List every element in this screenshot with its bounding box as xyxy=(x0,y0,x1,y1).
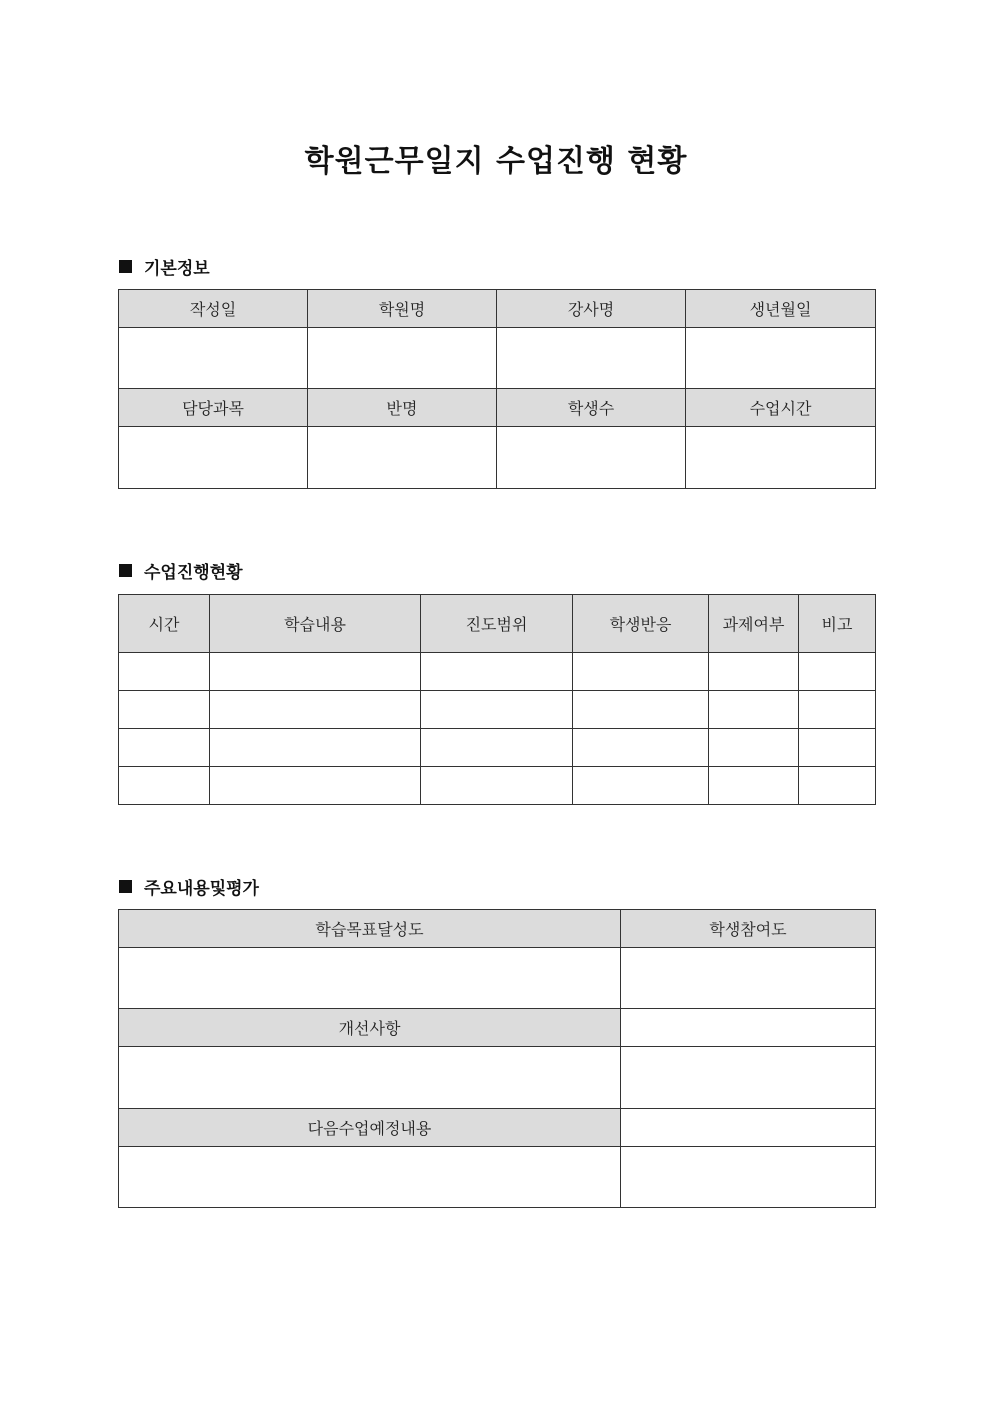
input-cell-class-time[interactable] xyxy=(686,427,876,489)
section-heading-label: 수업진행현황 xyxy=(144,563,243,583)
header-cell-homework: 과제여부 xyxy=(709,595,799,653)
table-row xyxy=(119,653,876,691)
input-cell-date[interactable] xyxy=(119,328,308,389)
input-cell[interactable] xyxy=(709,767,799,805)
input-cell[interactable] xyxy=(799,691,876,729)
header-cell-student-response: 학생반응 xyxy=(573,595,709,653)
header-cell-birthdate: 생년월일 xyxy=(686,290,876,328)
input-cell-participation-extra[interactable] xyxy=(621,1009,876,1047)
header-cell-subject: 담당과목 xyxy=(119,389,308,427)
basic-info-table xyxy=(118,289,876,489)
input-cell-next-class-plan[interactable] xyxy=(119,1147,621,1208)
input-cell[interactable] xyxy=(573,691,709,729)
header-cell-learning-content: 학습내용 xyxy=(210,595,421,653)
input-cell[interactable] xyxy=(421,767,573,805)
class-progress-table xyxy=(118,594,876,805)
input-cell-participation-extra[interactable] xyxy=(621,1047,876,1109)
input-cell[interactable] xyxy=(421,653,573,691)
input-cell[interactable] xyxy=(573,767,709,805)
input-cell[interactable] xyxy=(709,729,799,767)
header-cell-class-name: 반명 xyxy=(308,389,497,427)
input-cell[interactable] xyxy=(799,729,876,767)
header-cell-academy-name: 학원명 xyxy=(308,290,497,328)
header-cell-next-class-plan: 다음수업예정내용 xyxy=(119,1109,621,1147)
header-cell-time: 시간 xyxy=(119,595,210,653)
input-cell[interactable] xyxy=(119,767,210,805)
input-cell[interactable] xyxy=(119,729,210,767)
input-cell[interactable] xyxy=(119,691,210,729)
input-cell-participation-extra[interactable] xyxy=(621,1109,876,1147)
input-cell-birthdate[interactable] xyxy=(686,328,876,389)
input-cell[interactable] xyxy=(799,653,876,691)
input-cell[interactable] xyxy=(421,691,573,729)
table-row xyxy=(119,729,876,767)
header-cell-class-time: 수업시간 xyxy=(686,389,876,427)
input-cell[interactable] xyxy=(210,767,421,805)
input-cell-instructor-name[interactable] xyxy=(497,328,686,389)
header-cell-date: 작성일 xyxy=(119,290,308,328)
evaluation-table xyxy=(118,909,876,1208)
table-row xyxy=(119,691,876,729)
section-heading-class-progress xyxy=(119,558,243,583)
input-cell-student-participation[interactable] xyxy=(621,948,876,1009)
input-cell[interactable] xyxy=(709,653,799,691)
input-cell[interactable] xyxy=(421,729,573,767)
input-cell[interactable] xyxy=(210,691,421,729)
input-cell-subject[interactable] xyxy=(119,427,308,489)
table-row xyxy=(119,767,876,805)
input-cell-class-name[interactable] xyxy=(308,427,497,489)
input-cell[interactable] xyxy=(210,653,421,691)
header-cell-goal-achievement: 학습목표달성도 xyxy=(119,910,621,948)
square-bullet-icon xyxy=(119,880,132,893)
input-cell[interactable] xyxy=(573,729,709,767)
square-bullet-icon xyxy=(119,260,132,273)
section-heading-evaluation xyxy=(119,874,259,899)
header-cell-student-count: 학생수 xyxy=(497,389,686,427)
input-cell[interactable] xyxy=(210,729,421,767)
input-cell-student-count[interactable] xyxy=(497,427,686,489)
header-cell-improvements: 개선사항 xyxy=(119,1009,621,1047)
section-heading-label: 주요내용및평가 xyxy=(144,879,259,899)
input-cell[interactable] xyxy=(119,653,210,691)
header-cell-student-participation: 학생참여도 xyxy=(621,910,876,948)
input-cell-goal-achievement[interactable] xyxy=(119,948,621,1009)
section-heading-label: 기본정보 xyxy=(144,259,210,279)
input-cell-academy-name[interactable] xyxy=(308,328,497,389)
section-heading-basic-info xyxy=(119,254,210,279)
header-cell-instructor-name: 강사명 xyxy=(497,290,686,328)
input-cell-participation-extra[interactable] xyxy=(621,1147,876,1208)
input-cell[interactable] xyxy=(573,653,709,691)
input-cell-improvements[interactable] xyxy=(119,1047,621,1109)
page-title: 학원근무일지 수업진행 현황 xyxy=(304,144,688,179)
square-bullet-icon xyxy=(119,564,132,577)
input-cell[interactable] xyxy=(799,767,876,805)
header-cell-progress-range: 진도범위 xyxy=(421,595,573,653)
input-cell[interactable] xyxy=(709,691,799,729)
header-cell-remarks: 비고 xyxy=(799,595,876,653)
